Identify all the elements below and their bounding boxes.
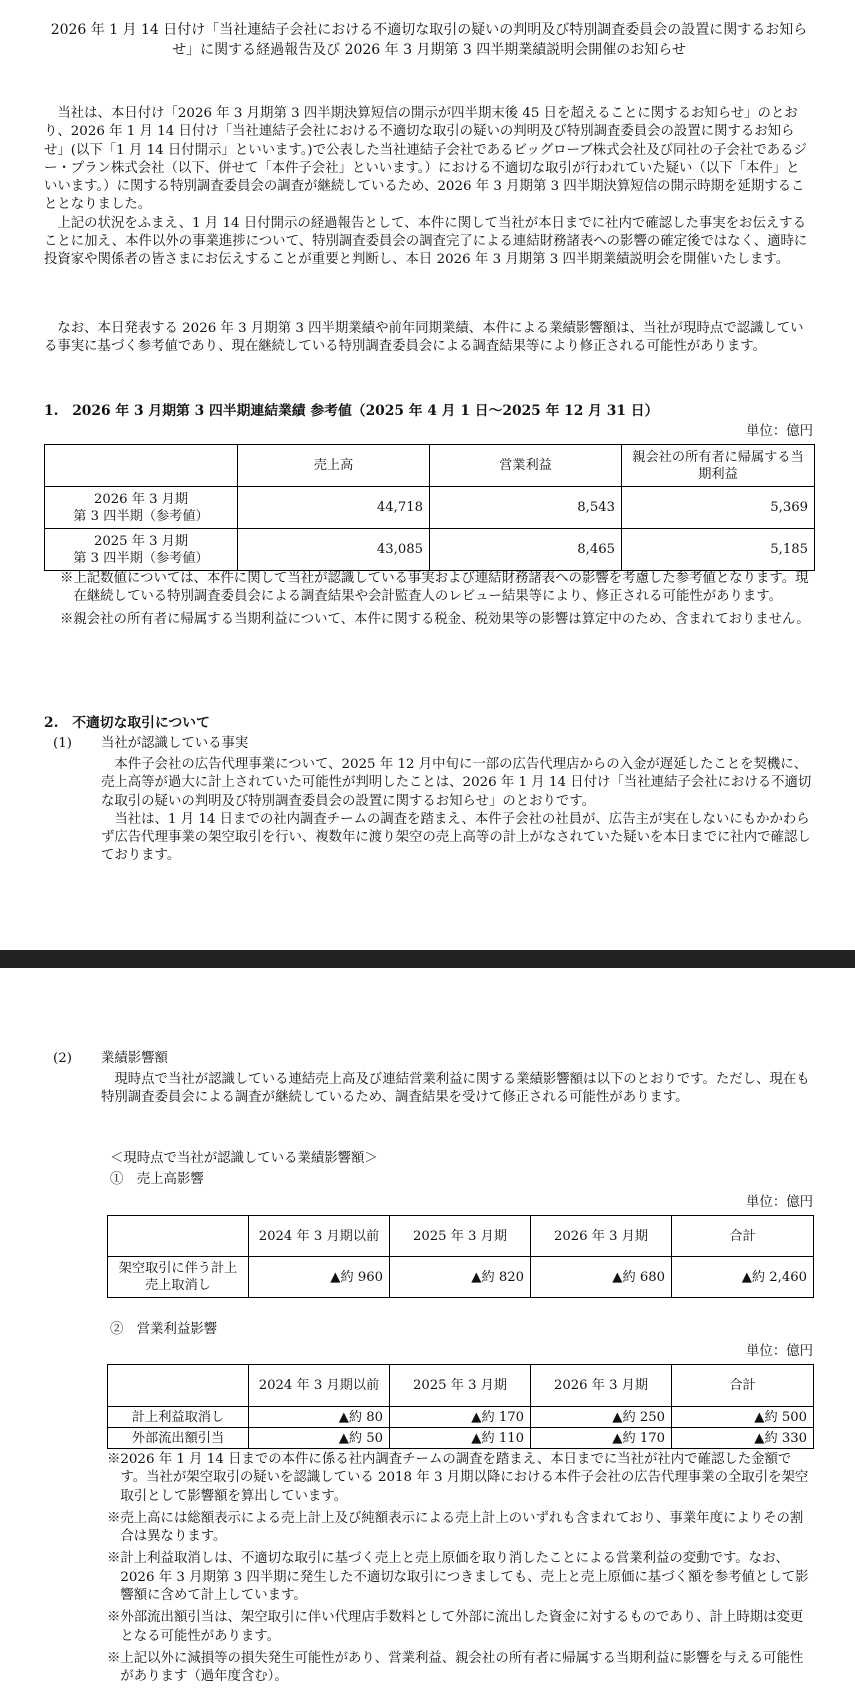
- table-cell: ▲約 680: [531, 1257, 672, 1298]
- intro-paragraph: なお、本日発表する 2026 年 3 月期第 3 四半期業績や前年同期業績、本件による業績影響額は、当社が現時点で認識している事実に基づく参考値であり、現在継続している特別調査委員会による調査結果等により修正される可能性があります。: [44, 321, 804, 355]
- table-cell: 43,085: [238, 529, 430, 571]
- subsection-title: 業績影響額: [101, 1051, 168, 1066]
- table-header-cell: [108, 1365, 249, 1407]
- intro-paragraph: 当社は、本日付け「2026 年 3 月期第 3 四半期決算短信の開示が四半期末後 45 日を超えることに関するお知らせ」のとおり、2026 年 1 月 14 日付け「当社連結子会社における不適切な取引の疑いの判明及び特別調査委員会の設置に関するお知らせ」(以下「1 月 14 日付開示」といいます。)で公表した当社連結子会社であるビッグローブ株式会社及び同社の子会社であるジー・プラン株式会社（以下、併せて「本件子会社」といいます。）における不適切な取引が行われていた疑い（以下「本件」といいます。）に関する特別調査委員会の調査が継続しているため、2026 年 3 月期第 3 四半期決算短信の開示時期を延期することとなりました。: [44, 106, 807, 213]
- subsection-number: (1): [53, 736, 72, 751]
- intro-paragraph: 上記の状況をふまえ、1 月 14 日付開示の経過報告として、本件に関して当社が本日までに社内で確認した事実をお伝えすることに加え、本件以外の事業進捗について、特別調査委員会の調査完了による連結財務諸表への影響の確定後ではなく、適時に投資家や関係者の皆さまにお伝えすることが重要と判断し、本日 2026 年 3 月期第 3 四半期業績説明会を開催いたします。: [44, 215, 808, 268]
- row-label: 2025 年 3 月期 第 3 四半期（参考値）: [45, 529, 238, 571]
- table-row: [108, 1428, 814, 1449]
- table-cell: ▲約 330: [672, 1428, 814, 1449]
- sales-impact-table: [107, 1215, 814, 1298]
- footnote: ※上記以外に減損等の損失発生可能性があり、営業利益、親会社の所有者に帰属する当期利益に影響を与える可能性があります（過年度含む）。: [107, 1650, 804, 1685]
- subsection-number: (2): [53, 1051, 72, 1066]
- row-label: 架空取引に伴う計上売上取消し: [108, 1257, 249, 1298]
- table-header-cell: 2026 年 3 月期: [531, 1365, 672, 1407]
- table-cell: ▲約 250: [531, 1407, 672, 1428]
- table-cell: ▲約 110: [390, 1428, 531, 1449]
- intro-note: [44, 320, 812, 357]
- table-title: ② 営業利益影響: [110, 1322, 218, 1337]
- unit-label: 単位：億円: [746, 1344, 813, 1359]
- table-cell: 5,185: [622, 529, 815, 571]
- table-header-cell: 合計: [672, 1365, 814, 1407]
- row-label: 2026 年 3 月期 第 3 四半期（参考値）: [45, 487, 238, 529]
- table-cell: ▲約 500: [672, 1407, 814, 1428]
- table-header-cell: 合計: [672, 1216, 814, 1257]
- table-header-cell: 2026 年 3 月期: [531, 1216, 672, 1257]
- body-paragraph: 現時点で当社が認識している連結売上高及び連結営業利益に関する業績影響額は以下のとおりです。ただし、現在も特別調査委員会による調査が継続しているため、調査結果を受けて修正される可能性があります。: [101, 1072, 810, 1106]
- section1-heading: 1. 2026 年 3 月期第 3 四半期連結業績 参考値（2025 年 4 月 1 日～2025 年 12 月 31 日）: [44, 403, 659, 419]
- section2-heading: 2. 不適切な取引について: [44, 715, 210, 731]
- table-row: [108, 1407, 814, 1428]
- table-cell: ▲約 50: [249, 1428, 390, 1449]
- table-row: [45, 487, 815, 529]
- table-cell: 8,465: [430, 529, 622, 571]
- table-cell: ▲約 820: [390, 1257, 531, 1298]
- table-header-cell: 2024 年 3 月期以前: [249, 1365, 390, 1407]
- table-row: [108, 1257, 814, 1298]
- table-row: [45, 529, 815, 571]
- footnote: ※外部流出額引当は、架空取引に伴い代理店手数料として外部に流出した資金に対するものであり、計上時期は変更となる可能性があります。: [107, 1610, 804, 1644]
- table-header-cell: 営業利益: [430, 445, 622, 487]
- table-cell: ▲約 2,460: [672, 1257, 814, 1298]
- footnote: ※計上利益取消しは、不適切な取引に基づく売上と売上原価を取り消したことによる営業利益の変動です。なお、2026 年 3 月期第 3 四半期に発生した不適切な取引につきましても、売上と売上原価に基づく額を参考値として影響額に含めて計上しています。: [107, 1551, 809, 1604]
- subsection1-body: [101, 756, 813, 866]
- body-paragraph: 当社は、1 月 14 日までの社内調査チームの調査を踏まえ、本件子会社の社員が、広告主が実在しないにもかかわらず広告代理事業の架空取引を行い、複数年に渡り架空の売上高等の計上がなされていた疑いを本日までに社内で確認しております。: [101, 811, 811, 864]
- table-header-cell: 親会社の所有者に帰属する当期利益: [622, 445, 815, 487]
- intro: [44, 105, 812, 270]
- row-label: 外部流出額引当: [108, 1428, 249, 1449]
- unit-label: 単位：億円: [746, 424, 813, 439]
- table-header-cell: 売上高: [238, 445, 430, 487]
- subsection2-body: [101, 1071, 813, 1108]
- table-header-cell: 2025 年 3 月期: [390, 1216, 531, 1257]
- unit-label: 単位：億円: [746, 1195, 813, 1210]
- results-table: [44, 444, 815, 571]
- table-header-cell: 2024 年 3 月期以前: [249, 1216, 390, 1257]
- table-cell: ▲約 80: [249, 1407, 390, 1428]
- table-cell: ▲約 960: [249, 1257, 390, 1298]
- table-cell: ▲約 170: [390, 1407, 531, 1428]
- table-cell: 5,369: [622, 487, 815, 529]
- table-title: ① 売上高影響: [110, 1172, 204, 1187]
- impact-notes: [107, 1451, 813, 1691]
- footnote: ※2026 年 1 月 14 日までの本件に係る社内調査チームの調査を踏まえ、本日までに当社が社内で確認した金額です。当社が架空取引の疑いを認識している 2018 年 3 月期以降における本件子会社の広告代理事業の全取引を架空取引として影響額を算出しています。: [107, 1452, 809, 1504]
- table-cell: 44,718: [238, 487, 430, 529]
- table-header-cell: [108, 1216, 249, 1257]
- table-cell: ▲約 170: [531, 1428, 672, 1449]
- table-cell: 8,543: [430, 487, 622, 529]
- section1-notes: [60, 570, 813, 633]
- row-label: 計上利益取消し: [108, 1407, 249, 1428]
- footnote: ※売上高には総額表示による売上計上及び純額表示による売上計上のいずれも含まれており、事業年度によりその割合は異なります。: [107, 1510, 804, 1545]
- footnote: ※上記数値については、本件に関して当社が認識している事実および連結財務諸表への影響を考慮した参考値となります。現在継続している特別調査委員会による調査結果や会計監査人のレビュー結果等により、修正される可能性があります。: [60, 571, 809, 605]
- table-header-cell: [45, 445, 238, 487]
- page-divider: [0, 950, 855, 968]
- profit-impact-table: [107, 1364, 814, 1449]
- impact-caption: ＜現時点で当社が認識している業績影響額＞: [110, 1151, 378, 1166]
- body-paragraph: 本件子会社の広告代理事業について、2025 年 12 月中旬に一部の広告代理店からの入金が遅延したことを契機に、売上高等が過大に計上されていた可能性が判明したことは、2026 年 1 月 14 日付け「当社連結子会社における不適切な取引の疑いの判明及び特別調査委員会の設置に関するお知らせ」のとおりです。: [101, 757, 812, 809]
- document-title: 2026 年 1 月 14 日付け「当社連結子会社における不適切な取引の疑いの判明及び特別調査委員会の設置に関するお知らせ」に関する経過報告及び 2026 年 3 月期第 3 四半期業績説明会開催のお知らせ: [50, 22, 808, 58]
- table-header-cell: 2025 年 3 月期: [390, 1365, 531, 1407]
- footnote: ※親会社の所有者に帰属する当期利益について、本件に関する税金、税効果等の影響は算定中のため、含まれておりません。: [60, 611, 810, 627]
- subsection-title: 当社が認識している事実: [101, 736, 249, 751]
